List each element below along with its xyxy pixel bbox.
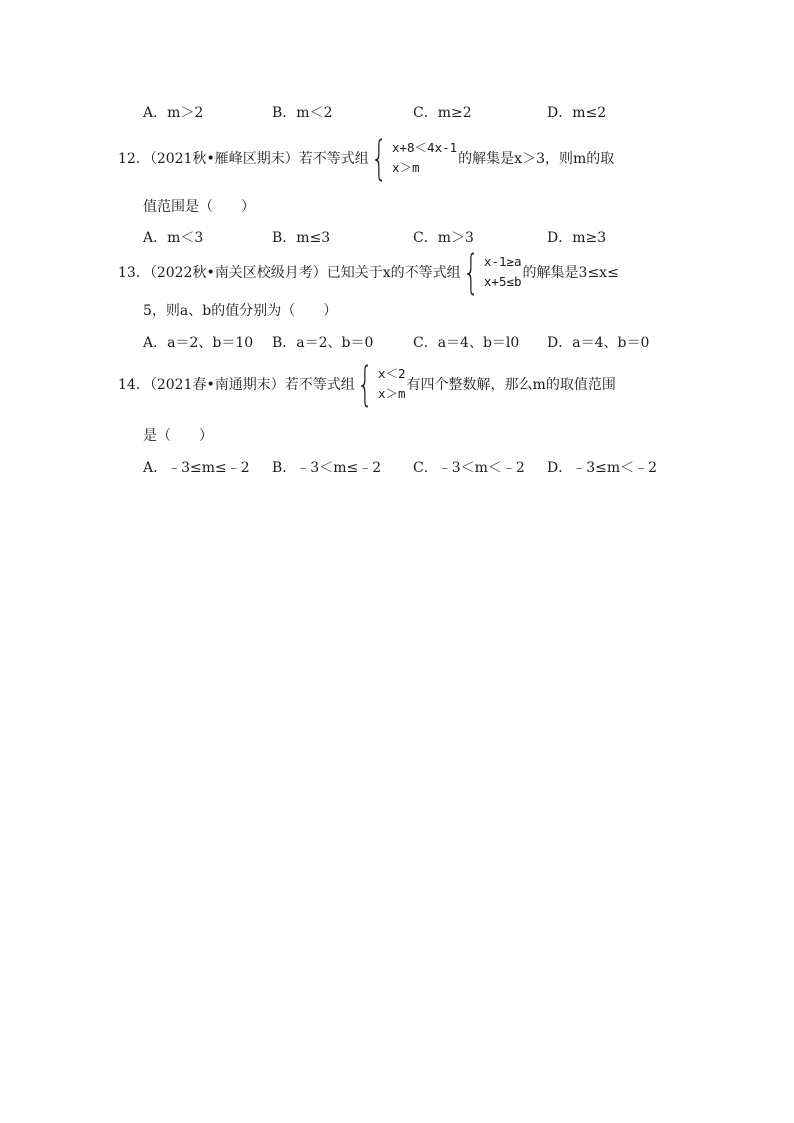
q14-suffix: 有四个整数解，那么m的取值范围 bbox=[406, 377, 616, 393]
q12-inequality-system bbox=[370, 131, 458, 185]
q12-suffix: 的解集是x＞3，则m的取 bbox=[458, 151, 615, 167]
q11-option-a: A．m＞2 bbox=[143, 105, 204, 121]
q14-system-line-1: x＜2 bbox=[377, 366, 406, 381]
q12-option-b: B．m≤3 bbox=[272, 230, 331, 246]
q13-option-d: D．a＝4、b＝0 bbox=[547, 335, 650, 351]
q14-stem bbox=[118, 357, 616, 411]
q12-option-c: C．m＞3 bbox=[413, 230, 474, 246]
q14-option-d: D．﹣3≤m＜﹣2 bbox=[547, 460, 658, 476]
q11-option-d: D．m≤2 bbox=[547, 105, 607, 121]
q12-continuation: 值范围是（ ） bbox=[143, 199, 255, 215]
q13-system-line-1: x-1≥a bbox=[483, 254, 522, 269]
q14-option-a: A．﹣3≤m≤﹣2 bbox=[143, 460, 250, 476]
q13-option-b: B．a＝2、b＝0 bbox=[272, 335, 374, 351]
q14-option-c: C．﹣3＜m＜﹣2 bbox=[413, 460, 525, 476]
q13-suffix: 的解集是3≤x≤ bbox=[522, 265, 619, 281]
left-brace-icon: { bbox=[370, 131, 387, 185]
q13-stem bbox=[118, 245, 619, 299]
q14-prefix: 14．（2021春•南通期末）若不等式组 bbox=[118, 377, 355, 393]
q12-option-d: D．m≥3 bbox=[547, 230, 607, 246]
q12-prefix: 12．（2021秋•雁峰区期末）若不等式组 bbox=[118, 151, 369, 167]
q12-option-a: A．m＜3 bbox=[143, 230, 204, 246]
left-brace-icon: { bbox=[462, 245, 479, 299]
q14-option-b: B．﹣3＜m≤﹣2 bbox=[272, 460, 382, 476]
q14-inequality-system bbox=[356, 357, 406, 411]
q14-system-line-2: x＞m bbox=[377, 386, 406, 401]
q11-option-b: B．m＜2 bbox=[272, 105, 333, 121]
q11-option-c: C．m≥2 bbox=[413, 105, 472, 121]
q13-prefix: 13．（2022秋•南关区校级月考）已知关于x的不等式组 bbox=[118, 265, 461, 281]
q13-system-line-2: x+5≤b bbox=[483, 274, 522, 289]
left-brace-icon: { bbox=[356, 357, 373, 411]
q12-system-line-2: x＞m bbox=[391, 160, 420, 175]
q13-option-a: A．a＝2、b＝10 bbox=[143, 335, 254, 351]
q12-stem bbox=[118, 131, 615, 185]
q13-continuation: 5，则a、b的值分别为（ ） bbox=[143, 303, 338, 319]
q12-system-line-1: x+8＜4x-1 bbox=[391, 140, 458, 155]
q13-option-c: C．a＝4、b＝l0 bbox=[413, 335, 520, 351]
q14-continuation: 是（ ） bbox=[143, 428, 213, 444]
q13-inequality-system bbox=[462, 245, 522, 299]
